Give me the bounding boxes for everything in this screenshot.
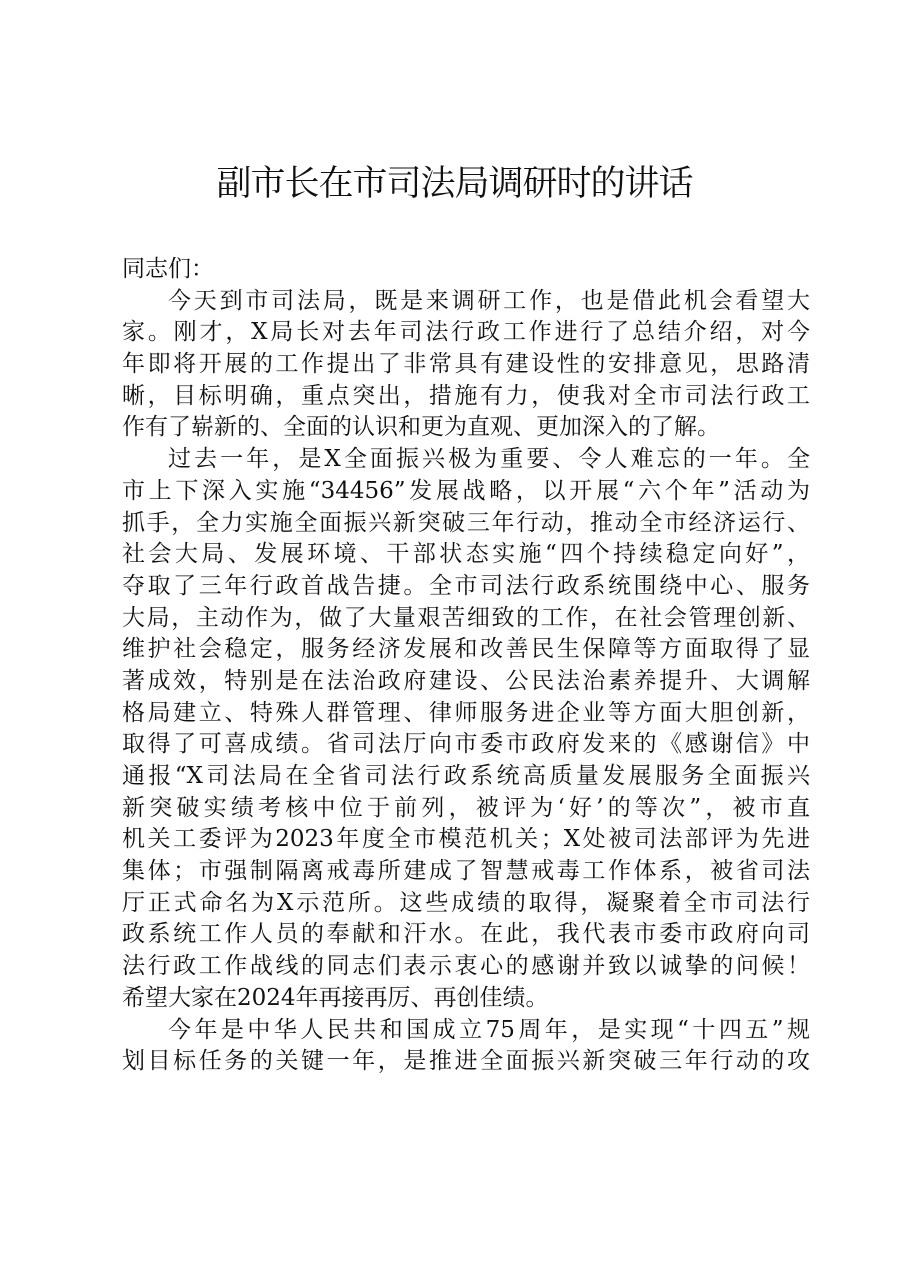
text-line: 夺取了三年行政首战告捷。全市司法行政系统围绕中心、服务 — [122, 572, 810, 599]
text-line: 新突破实绩考核中位于前列，被评为‘好’的等次”，被市直 — [122, 794, 810, 821]
text-line: 通报“X司法局在全省司法行政系统高质量发展服务全面振兴 — [122, 763, 810, 789]
text-line: 市上下深入实施“34456”发展战略，以开展“六个年”活动为 — [122, 477, 810, 504]
text-line: 抓手，全力实施全面振兴新突破三年行动，推动全市经济运行、 — [122, 509, 810, 536]
text-line: 今天到市司法局，既是来调研工作，也是借此机会看望大 — [168, 287, 810, 314]
text-line: 集体；市强制隔离戒毒所建成了智慧戒毒工作体系，被省司法 — [122, 858, 810, 885]
text-line: 社会大局、发展环境、干部状态实施“四个持续稳定向好”， — [122, 541, 810, 568]
text-line: 政系统工作人员的奉献和汗水。在此，我代表市委市政府向司 — [122, 921, 810, 948]
text-line: 晰，目标明确，重点突出，措施有力，使我对全市司法行政工 — [122, 382, 810, 409]
text-line: 维护社会稳定，服务经济发展和改善民生保障等方面取得了显 — [122, 636, 810, 663]
text-line: 著成效，特别是在法治政府建设、公民法治素养提升、大调解 — [122, 667, 810, 694]
text-line: 作有了崭新的、全面的认识和更为直观、更加深入的了解。 — [122, 414, 720, 441]
document-body — [122, 254, 810, 1078]
text-line: 厅正式命名为X示范所。这些成绩的取得，凝聚着全市司法行 — [122, 889, 810, 916]
text-line: 年即将开展的工作提出了非常具有建设性的安排意见，思路清 — [122, 351, 810, 378]
text-line: 大局，主动作为，做了大量艰苦细致的工作，在社会管理创新、 — [122, 604, 810, 631]
text-line: 同志们： — [122, 256, 214, 282]
text-line: 划目标任务的关键一年，是推进全面振兴新突破三年行动的攻 — [122, 1048, 810, 1075]
text-line: 过去一年，是X全面振兴极为重要、令人难忘的一年。全 — [168, 446, 810, 473]
text-line: 希望大家在2024年再接再厉、再创佳绩。 — [122, 984, 549, 1011]
text-line: 格局建立、特殊人群管理、律师服务进企业等方面大胆创新， — [122, 699, 810, 726]
text-line: 机关工委评为2023年度全市模范机关；X处被司法部评为先进 — [122, 826, 810, 853]
text-line: 取得了可喜成绩。省司法厅向市委市政府发来的《感谢信》中 — [122, 731, 810, 758]
document-title: 副市长在市司法局调研时的讲话 — [216, 164, 693, 204]
text-line: 家。刚才，X局长对去年司法行政工作进行了总结介绍，对今 — [122, 319, 810, 346]
text-line: 今年是中华人民共和国成立75周年，是实现“十四五”规 — [168, 1016, 810, 1043]
text-line: 法行政工作战线的同志们表示衷心的感谢并致以诚挚的问候！ — [122, 953, 810, 980]
